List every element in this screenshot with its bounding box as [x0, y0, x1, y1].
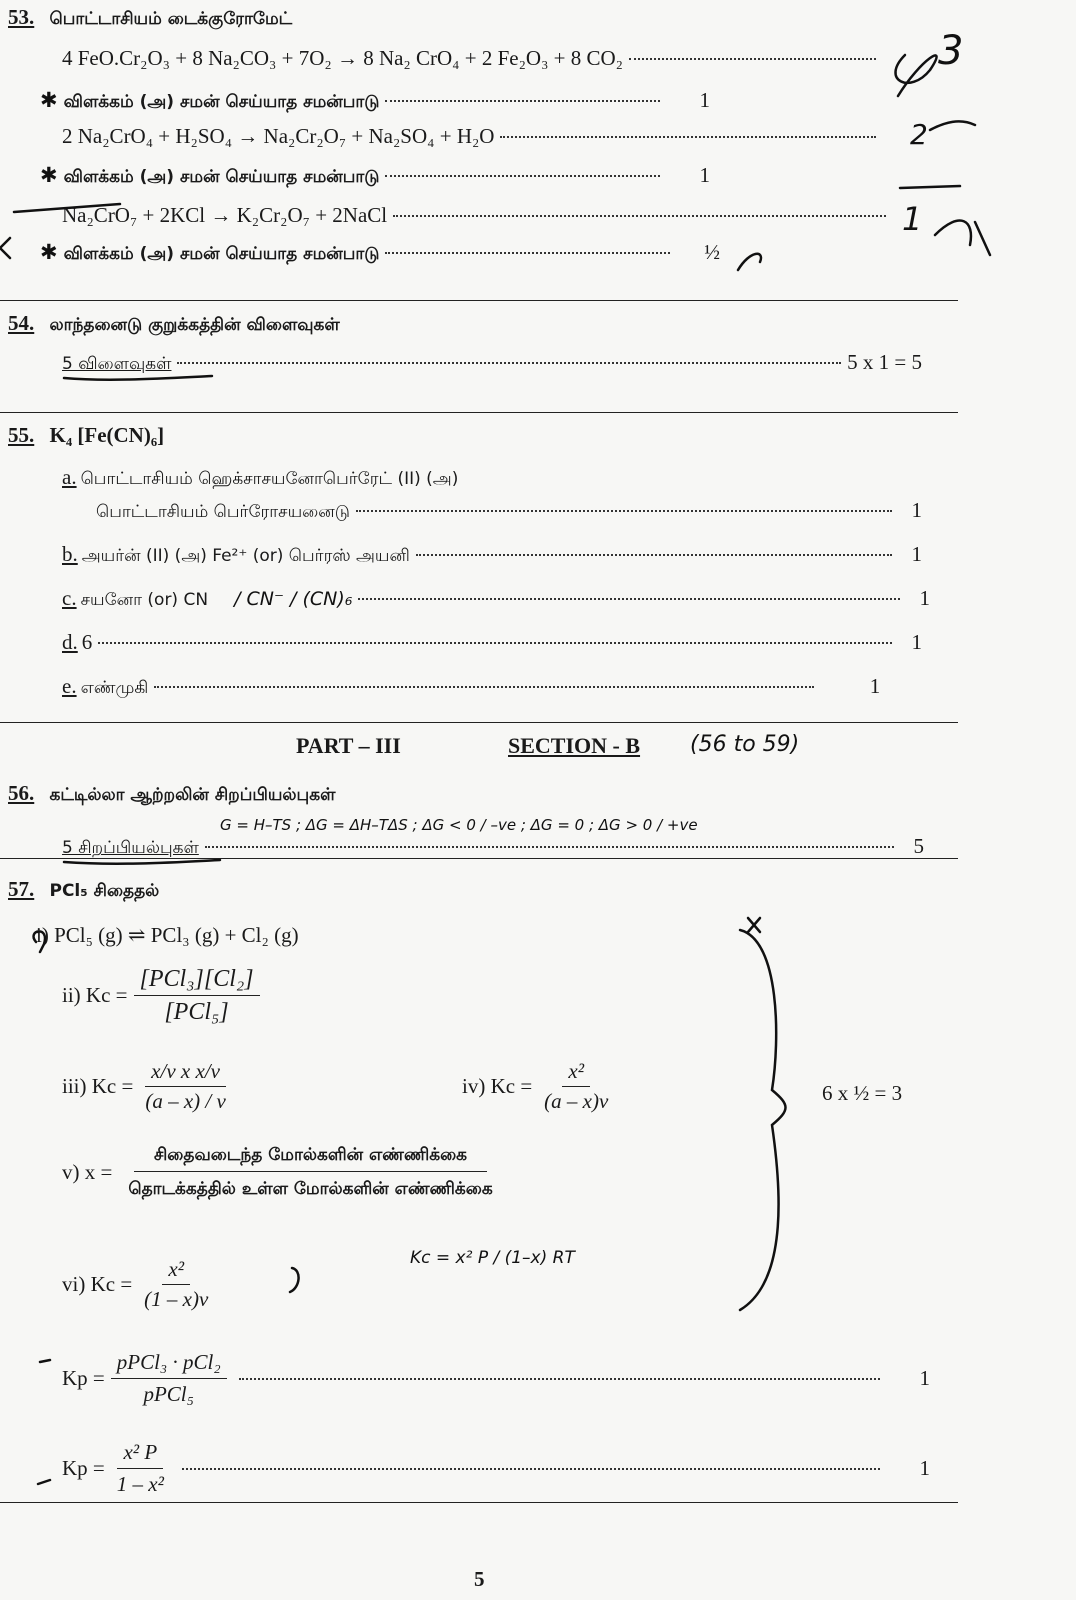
- q57-iii-den: (a – x) / v: [145, 1089, 226, 1114]
- leader-dots: [416, 554, 892, 556]
- q53-hand-score-3: 1: [902, 200, 923, 238]
- q54-line: [62, 350, 922, 376]
- section-label: SECTION - B: [508, 733, 641, 758]
- q57-v-num: சிதைவடைந்த மோல்களின் எண்ணிக்கை: [134, 1146, 487, 1172]
- q57-ii-label: ii) Kc =: [62, 983, 128, 1008]
- q55-a-text2: பொட்டாசியம் பெர்ரோசயனைடு: [96, 502, 350, 522]
- q57-brace-mark: 6 x ½ = 3: [822, 1081, 903, 1105]
- curly-brace-icon: [740, 930, 786, 1310]
- q57-vi-fraction: [138, 1258, 214, 1311]
- q53-number: 53.: [8, 5, 35, 29]
- leader-dots: [385, 175, 660, 177]
- q55-c-mark: 1: [919, 586, 930, 610]
- q53-eq2-text: 2 Na₂CrO₄ + H₂SO₄ → Na₂Cr₂O₇ + Na₂SO₄ + H₂O: [62, 124, 495, 148]
- q56-header: [8, 782, 335, 805]
- q57-vi: [62, 1258, 220, 1311]
- divider: [0, 722, 958, 723]
- q55-a: [62, 465, 458, 491]
- asterisk-icon: ✱: [40, 163, 58, 187]
- q56-number: 56.: [8, 781, 35, 805]
- q57-v: [62, 1146, 505, 1198]
- q56-handwriting: G = H–TS ; ΔG = ΔH–TΔS ; ΔG < 0 / –ve ; ΔG = 0 ; ΔG > 0 / +ve: [220, 816, 698, 834]
- q56-mark: 5: [913, 834, 924, 858]
- part-hand-range: (56 to 59): [690, 732, 800, 757]
- q55-number: 55.: [8, 423, 35, 447]
- q55-d-mark: 1: [911, 630, 922, 654]
- asterisk-icon: ✱: [40, 240, 58, 264]
- q57-kp2-label: Kp =: [62, 1456, 105, 1480]
- q57-kp1: [62, 1350, 930, 1407]
- q57-ii: [62, 966, 266, 1026]
- q57-number: 57.: [8, 877, 35, 901]
- q57-iii: [62, 1060, 238, 1113]
- q57-i: i) PCl₅ (g) ⇌ PCl₃ (g) + Cl₂ (g): [36, 923, 299, 947]
- hand-stroke: [895, 55, 936, 96]
- q55-c-handwriting: / CN⁻ / (CN)₆: [234, 588, 353, 610]
- q53-hand-score-1: 3: [938, 28, 964, 74]
- leader-dots: [500, 136, 876, 138]
- q57-iv-den: (a – x)v: [544, 1089, 609, 1114]
- leader-dots: [629, 58, 876, 60]
- q57-iv: [462, 1060, 620, 1113]
- q55-header: [8, 424, 164, 447]
- asterisk-icon: ✱: [40, 88, 58, 112]
- q57-iv-num: x²: [562, 1060, 590, 1087]
- q57-kp1-label: Kp =: [62, 1366, 105, 1390]
- q53-equation-2: [62, 124, 882, 149]
- hand-stroke: [290, 1268, 299, 1292]
- leader-dots: [393, 215, 886, 217]
- part-label: PART – III: [296, 733, 401, 758]
- q57-kp2-num: x² P: [117, 1440, 163, 1469]
- q55-b-mark: 1: [911, 542, 922, 566]
- q53-expl3-text: விளக்கம் (அ) சமன் செய்யாத சமன்பாடு: [63, 244, 380, 264]
- leader-dots: [385, 252, 670, 254]
- q53-explanation-1: [40, 88, 710, 114]
- q56-line: [62, 834, 924, 860]
- q54-header: [8, 312, 340, 335]
- hand-stroke: [748, 918, 760, 932]
- q57-iv-label: iv) Kc =: [462, 1074, 533, 1099]
- leader-dots: [385, 100, 660, 102]
- q53-equation-3: [62, 203, 892, 228]
- q57-kp2-den: 1 – x²: [116, 1472, 164, 1496]
- q57-v-fraction: [122, 1146, 498, 1198]
- q54-mark: 5 x 1 = 5: [847, 350, 922, 374]
- q57-title: PCl₅ சிதைதல்: [49, 881, 160, 901]
- q55-c-text: சயனோ (or) CN: [80, 590, 209, 610]
- q53-header: [8, 6, 292, 29]
- q57-kp2: [62, 1440, 930, 1497]
- q53-hand-score-2: 2: [910, 118, 928, 151]
- q55-c: [62, 586, 930, 612]
- q55-d: [62, 630, 922, 655]
- q57-ii-num: [PCl₃][Cl₂]: [134, 966, 260, 996]
- q57-v-label: v) x =: [62, 1159, 113, 1184]
- q57-vi-num: x²: [162, 1258, 190, 1285]
- q55-b: [62, 542, 922, 568]
- leader-dots: [154, 686, 814, 688]
- q57-kp2-fraction: [111, 1440, 170, 1497]
- leader-dots: [356, 510, 892, 512]
- hand-stroke: [900, 186, 960, 188]
- q57-kp2-mark: 1: [919, 1456, 930, 1480]
- q55-d-label: d.: [62, 630, 78, 654]
- q57-vi-label: vi) Kc =: [62, 1272, 133, 1297]
- q53-expl2-text: விளக்கம் (அ) சமன் செய்யாத சமன்பாடு: [63, 167, 380, 187]
- q57-ii-fraction: [134, 966, 260, 1026]
- q53-expl3-mark: ½: [704, 240, 720, 264]
- q55-title: K₄ [Fe(CN)₆]: [49, 423, 165, 447]
- q55-a-text: பொட்டாசியம் ஹெக்சாசயனோபெர்ரேட் (II) (அ): [80, 469, 459, 489]
- q57-ii-den: [PCl₅]: [164, 999, 229, 1026]
- leader-dots: [177, 362, 841, 364]
- q54-title: லாந்தனைடு குறுக்கத்தின் விளைவுகள்: [49, 315, 340, 335]
- page-number: 5: [474, 1567, 485, 1591]
- hand-stroke: [64, 376, 212, 380]
- q56-line-text: 5 சிறப்பியல்புகள்: [62, 838, 199, 858]
- q57-iii-label: iii) Kc =: [62, 1074, 134, 1099]
- leader-dots: [182, 1468, 880, 1470]
- q57-kp1-num: pPCl₃ · pCl₂: [111, 1350, 227, 1379]
- q55-a-label: a.: [62, 465, 77, 489]
- q57-iv-fraction: [538, 1060, 614, 1113]
- q55-e-text: எண்முகி: [80, 678, 149, 698]
- leader-dots: [358, 598, 900, 600]
- q53-eq3-text: Na₂CrO₇ + 2KCl → K₂Cr₂O₇ + 2NaCl: [62, 203, 388, 227]
- divider: [0, 858, 958, 859]
- hand-stroke: [930, 121, 975, 130]
- hand-stroke: [64, 860, 220, 864]
- q56-title: கட்டில்லா ஆற்றலின் சிறப்பியல்புகள்: [49, 785, 336, 805]
- hand-stroke: [40, 1360, 50, 1362]
- q53-expl1-text: விளக்கம் (அ) சமன் செய்யாத சமன்பாடு: [63, 92, 380, 112]
- q57-iii-num: x/v x x/v: [145, 1060, 226, 1087]
- hand-stroke: [38, 1480, 50, 1484]
- q55-e-mark: 1: [869, 674, 881, 698]
- q55-e-label: e.: [62, 674, 77, 698]
- q55-a-line2: [96, 498, 922, 524]
- q55-a-mark: 1: [911, 498, 922, 522]
- divider: [0, 300, 958, 301]
- q57-header: [8, 878, 159, 901]
- hand-stroke: [935, 221, 990, 255]
- q57-vi-den: (1 – x)v: [144, 1287, 209, 1312]
- q53-explanation-2: [40, 163, 710, 189]
- leader-dots: [239, 1378, 880, 1380]
- q57-iii-fraction: [139, 1060, 231, 1113]
- leader-dots: [98, 642, 892, 644]
- q53-explanation-3: [40, 240, 720, 266]
- divider: [0, 412, 958, 413]
- q53-expl2-mark: 1: [699, 163, 710, 187]
- hand-stroke: [738, 254, 761, 270]
- q55-b-text: அயர்ன் (II) (அ) Fe²⁺ (or) பெர்ரஸ் அயனி: [81, 546, 410, 566]
- q55-e: [62, 674, 922, 700]
- q57-hand-kc: Kc = x² P / (1–x) RT: [410, 1248, 575, 1268]
- q57-v-den: தொடக்கத்தில் உள்ள மோல்களின் எண்ணிக்கை: [128, 1178, 493, 1199]
- q55-c-label: c.: [62, 586, 77, 610]
- divider: [0, 1502, 958, 1503]
- q57-kp1-den: pPCl₅: [143, 1382, 194, 1406]
- q53-title: பொட்டாசியம் டைக்குரோமேட்: [49, 9, 293, 29]
- q53-eq1-text: 4 FeO.Cr₂O₃ + 8 Na₂CO₃ + 7O₂ → 8 Na₂ CrO₄ + 2 Fe₂O₃ + 8 CO₂: [62, 46, 623, 70]
- q55-d-text: 6: [81, 630, 93, 654]
- q53-expl1-mark: 1: [699, 88, 710, 112]
- q53-equation-1: [62, 46, 882, 71]
- leader-dots: [205, 846, 894, 848]
- q54-number: 54.: [8, 311, 35, 335]
- q54-line-text: 5 விளைவுகள்: [62, 354, 172, 374]
- hand-stroke: [0, 238, 10, 258]
- q57-kp1-fraction: [111, 1350, 227, 1407]
- q55-b-label: b.: [62, 542, 78, 566]
- q57-kp1-mark: 1: [919, 1366, 930, 1390]
